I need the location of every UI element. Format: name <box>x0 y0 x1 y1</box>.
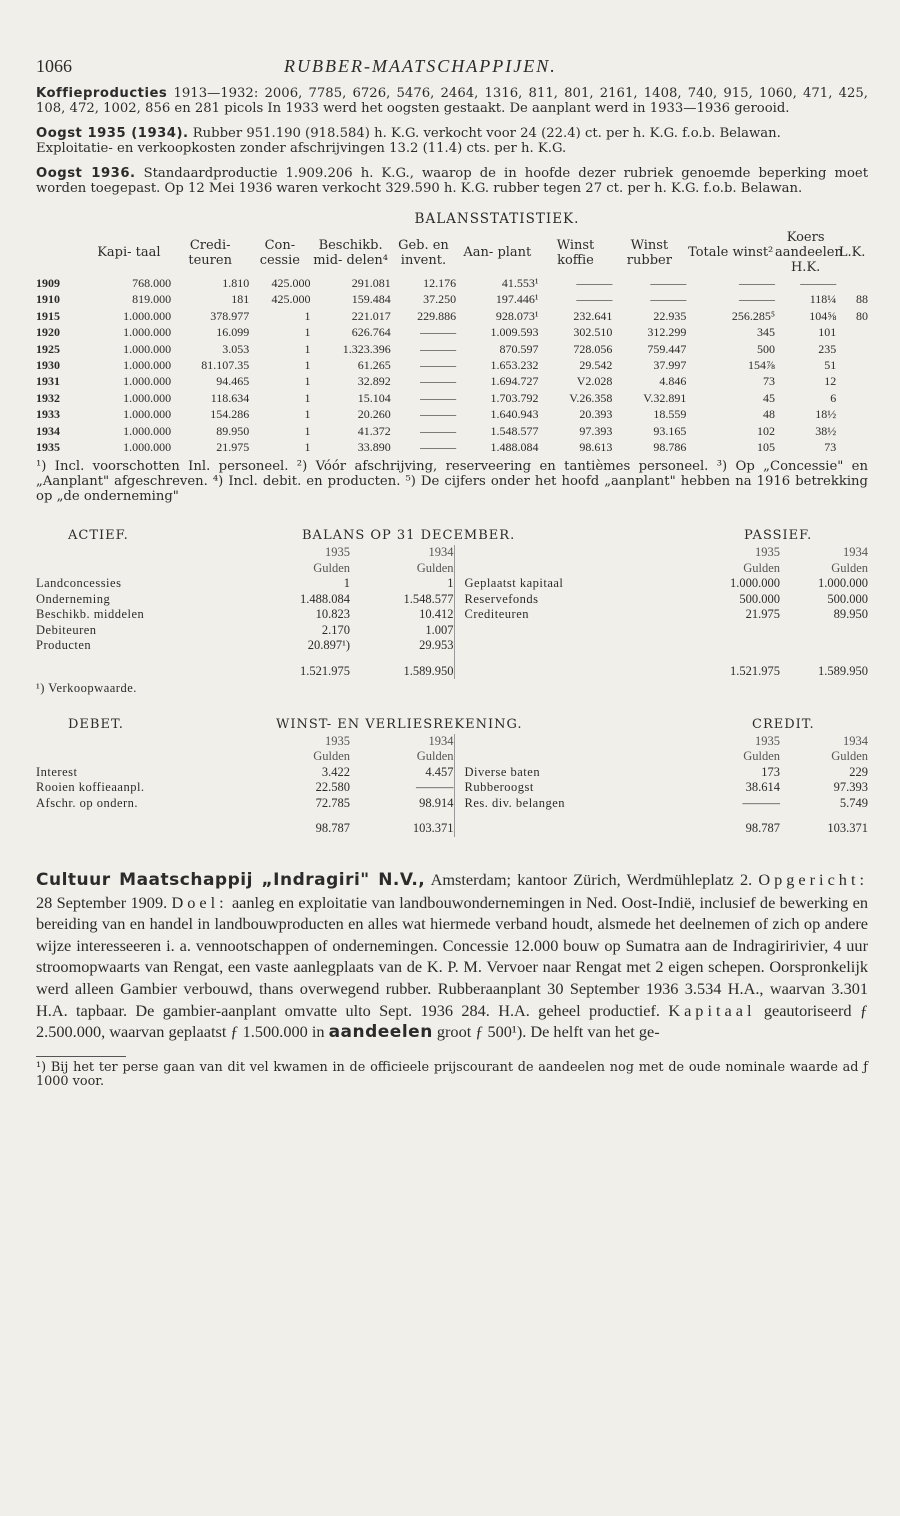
credit-value-a: 38.614 <box>745 780 780 795</box>
value-cell: 37.997 <box>653 358 687 373</box>
credit-value-b: 229 <box>849 764 868 779</box>
value-cell <box>836 423 868 439</box>
value-cell <box>836 406 868 422</box>
total-debet-a: 98.787 <box>315 821 350 836</box>
passief-year-b: 1934 <box>843 545 868 560</box>
footnote-divider <box>36 1056 126 1057</box>
value-cell: 870.597 <box>499 341 539 356</box>
harvest-1935-costs: Exploitatie- en verkoopkosten zonder afschrijvingen 13.2 (11.4) cts. per h. K.G. <box>36 141 567 156</box>
value-cell <box>836 390 868 406</box>
harvest-1935-text: Rubber 951.190 (918.584) h. K.G. verkocht voor 24 (22.4) ct. per h. K.G. f.o.b. Belawan. <box>188 126 781 141</box>
balance-footnote: ¹) Verkoopwaarde. <box>36 681 137 696</box>
value-cell: ——— <box>800 276 837 290</box>
actief-label: Onderneming <box>36 591 111 606</box>
value-cell: ——— <box>420 341 457 356</box>
page-header <box>36 56 868 86</box>
value-cell: 232.641 <box>573 308 613 323</box>
value-cell <box>836 341 868 357</box>
value-cell: 1.000.000 <box>123 374 172 389</box>
actief-label: Producten <box>36 638 92 653</box>
balance-statistics-notes: ¹) Incl. voorschotten Inl. personeel. ²) Vóór afschrijving, reserveering en tantièmes personeel. ³) Op „Concessie" en „Aanplant" afgeschreven. ⁴) Incl. debit. en producten. ⁵) De cijfers onder het hoofd „aanplant" hebben na 1916 betrekking op „de onderneming" <box>36 459 868 505</box>
balance-statistics-row <box>36 275 868 291</box>
year-cell: 1931 <box>36 374 60 389</box>
value-cell: 1.000.000 <box>123 407 172 422</box>
value-cell: 291.081 <box>351 276 391 290</box>
debet-value-b: 98.914 <box>419 795 454 810</box>
profit-loss-titles <box>36 717 868 734</box>
value-cell: 12.176 <box>423 276 457 290</box>
year-cell: 1933 <box>36 407 60 422</box>
value-cell: ——— <box>576 292 613 307</box>
balance-statistics-row <box>36 406 868 422</box>
credit-title: CREDIT. <box>752 716 815 732</box>
account-row <box>36 780 868 796</box>
debet-value-a: 22.580 <box>315 780 350 795</box>
credit-label: Res. div. belangen <box>454 796 690 812</box>
empty <box>454 638 690 654</box>
value-cell: 98.786 <box>653 440 687 455</box>
aandeelen-label: aandeelen <box>328 1022 433 1043</box>
coffee-production-text: 1913—1932: 2006, 7785, 6726, 5476, 2464, 1316, 811, 801, 2161, 1408, 740, 915, 1060, 471, 425, 108, 472, 1002, 856 en 281 picols In 1933 werd het oogsten gestaakt. De aanplant werd in 1933—1936 gerooid. <box>36 86 868 116</box>
value-cell: V.26.358 <box>569 390 613 405</box>
year-cell: 1909 <box>36 276 60 290</box>
coffee-production-heading: Koffieproducties <box>36 86 168 101</box>
value-cell: 1.703.792 <box>490 390 539 405</box>
value-cell: 302.510 <box>573 325 613 340</box>
value-cell: 88 <box>856 292 868 307</box>
value-cell: 312.299 <box>647 325 687 340</box>
value-cell: 81.107.35 <box>201 358 250 373</box>
harvest-1936-text: Standaardproductie 1.909.206 h. K.G., waarop de in hoofde dezer rubriek genoemde beperking moet worden toegepast. Op 12 Mei 1936 waren verkocht 329.590 h. K.G. rubber tegen 27 ct. per h. K.G. f.o.b. Belawan. <box>36 166 869 196</box>
balance-statistics-col-header: Winst rubber <box>626 237 672 268</box>
debet-value-b: 4.457 <box>425 764 454 779</box>
value-cell: 1.000.000 <box>123 440 172 455</box>
value-cell: 1 <box>304 423 311 438</box>
total-passief-a: 1.521.975 <box>730 663 780 678</box>
passief-label: Reservefonds <box>454 592 690 608</box>
year-cell: 1935 <box>36 440 60 455</box>
passief-value-b: 500.000 <box>827 591 868 606</box>
value-cell <box>836 275 868 291</box>
doel-label: Doel: <box>171 892 228 912</box>
value-cell: 18.559 <box>653 407 687 422</box>
credit-value-a: ——— <box>742 795 780 810</box>
page <box>36 56 868 1089</box>
value-cell: 1 <box>304 341 311 356</box>
balance-statistics-col-header: Beschikb. mid- delen⁴ <box>313 237 388 268</box>
passief-value-b: 1.000.000 <box>818 576 868 591</box>
credit-value-a: 173 <box>761 764 780 779</box>
empty <box>690 638 780 654</box>
profit-loss-title: WINST- EN VERLIESREKENING. <box>276 716 523 732</box>
value-cell: 425.000 <box>271 276 311 290</box>
balance-statistics-row <box>36 324 868 340</box>
value-cell: 1 <box>304 308 311 323</box>
actief-year-a: 1935 <box>325 545 350 560</box>
page-number: 1066 <box>36 56 72 76</box>
value-cell: 1 <box>304 390 311 405</box>
value-cell: 45 <box>763 390 776 405</box>
value-cell: ——— <box>420 440 457 455</box>
credit-label: Diverse baten <box>454 765 690 781</box>
debet-title: DEBET. <box>68 716 124 732</box>
debet-label: Rooien koffieaanpl. <box>36 780 145 795</box>
value-cell: 1.000.000 <box>123 308 172 323</box>
debet-year-b: 1934 <box>428 733 454 748</box>
debet-unit-b: Gulden <box>416 749 454 764</box>
company-text-5: groot ƒ 500¹). De helft van het ge- <box>432 1022 660 1042</box>
total-credit-a: 98.787 <box>745 821 780 836</box>
year-cell: 1920 <box>36 325 60 340</box>
value-cell: 768.000 <box>132 276 172 290</box>
year-cell: 1934 <box>36 423 60 438</box>
value-cell: 4.846 <box>659 374 687 389</box>
value-cell <box>836 324 868 340</box>
credit-unit-a: Gulden <box>743 749 780 764</box>
value-cell: 928.073¹ <box>495 308 539 323</box>
company-text-4: geautoriseerd ƒ 2.500.000, waarvan geplaatst ƒ 1.500.000 in <box>36 1000 868 1042</box>
debet-value-b: ——— <box>416 780 454 795</box>
value-cell: 1.000.000 <box>123 390 172 405</box>
actief-unit-a: Gulden <box>313 560 350 575</box>
debet-value-a: 3.422 <box>321 764 350 779</box>
value-cell: ——— <box>650 276 687 290</box>
value-cell: 221.017 <box>351 308 391 323</box>
harvest-1936-paragraph <box>36 166 868 196</box>
actief-value-b: 1.548.577 <box>403 591 454 606</box>
debet-unit-a: Gulden <box>313 749 350 764</box>
balance-statistics-row <box>36 341 868 357</box>
value-cell: 97.393 <box>579 423 613 438</box>
actief-unit-b: Gulden <box>416 560 454 575</box>
value-cell: ——— <box>420 390 457 405</box>
value-cell: 21.975 <box>216 440 250 455</box>
passief-unit-b: Gulden <box>831 560 868 575</box>
value-cell: 1.640.943 <box>490 407 539 422</box>
balance-statistics-title: BALANSSTATISTIEK. <box>414 211 580 227</box>
value-cell: 197.446¹ <box>495 292 539 307</box>
value-cell: 32.892 <box>357 374 391 389</box>
value-cell: 1.810 <box>222 276 250 290</box>
company-text-2: 28 September 1909. <box>36 892 172 912</box>
actief-value-a: 20.897¹) <box>307 638 350 653</box>
value-cell: ——— <box>420 374 457 389</box>
passief-label: Geplaatst kapitaal <box>454 576 690 592</box>
passief-title: PASSIEF. <box>744 528 813 544</box>
debet-label: Afschr. op ondern. <box>36 795 139 810</box>
page-footnote: ¹) Bij het ter perse gaan van dit vel kwamen in de officieele prijscourant de aandeelen nog met de oude nominale waarde ad ƒ 1000 voor. <box>36 1059 868 1089</box>
company-description <box>36 869 868 1044</box>
value-cell: 18½ <box>815 407 837 422</box>
account-row <box>36 592 868 608</box>
opgericht-label: Opgericht: <box>758 869 868 889</box>
value-cell: 159.484 <box>351 292 391 307</box>
year-cell: 1925 <box>36 341 60 356</box>
value-cell <box>836 357 868 373</box>
value-cell: 425.000 <box>271 292 311 307</box>
actief-label: Beschikb. middelen <box>36 607 145 622</box>
value-cell: 101 <box>818 325 837 340</box>
value-cell: 1 <box>304 440 311 455</box>
total-passief-b: 1.589.950 <box>818 663 868 678</box>
value-cell: ——— <box>420 407 457 422</box>
balance-statistics-col-header: Aan- plant <box>463 245 532 260</box>
value-cell: 1.000.000 <box>123 358 172 373</box>
company-text-3: aanleg en exploitatie van landbouwondernemingen in Ned. Oost-Indië, inclusief de bewerking en bereiding van en handel in landbouwproducten en alles wat hiermede verband houdt, alsmede het deelnemen of zich op andere wijze interesseeren i. a. vennootschappen of ondernemingen. Concessie 12.000 bouw op Sumatra aan de Indragiririvier, 4 uur stroomopwaarts van Rengat, een vaste aanlegplaats van de K. P. M. Vervoer naar Rengat met 2 eigen schepen. Oorspronkelijk werd alleen Gambier verbouwd, thans overwegend rubber. Rubberaanplant 30 September 1936 3.534 H.A., waarvan 3.301 H.A. tapbaar. De gambier-aanplant omvatte ulto Sept. 1936 284. H.A. geheel productief. <box>36 892 868 1020</box>
credit-unit-b: Gulden <box>831 749 868 764</box>
passief-value-a: 1.000.000 <box>730 576 780 591</box>
value-cell: 1 <box>304 358 311 373</box>
balance-statistics-col-header: Kapi- taal <box>97 245 161 260</box>
balance-statistics-row <box>36 357 868 373</box>
value-cell: 181 <box>231 292 250 307</box>
value-cell: 154⅞ <box>748 358 776 373</box>
debet-label: Interest <box>36 764 78 779</box>
value-cell: 118¼ <box>809 292 837 307</box>
year-cell: 1915 <box>36 308 60 323</box>
value-cell: 20.393 <box>579 407 613 422</box>
value-cell: 1 <box>304 407 311 422</box>
value-cell: 37.250 <box>423 292 457 307</box>
value-cell: 51 <box>824 358 837 373</box>
balance-statistics-col-header <box>36 230 87 275</box>
value-cell: 41.372 <box>357 423 391 438</box>
account-row <box>36 623 868 639</box>
year-cell: 1930 <box>36 358 60 373</box>
value-cell: 98.613 <box>579 440 613 455</box>
value-cell: 80 <box>856 308 868 323</box>
value-cell: 12 <box>824 374 837 389</box>
actief-label: Debiteuren <box>36 622 97 637</box>
running-title: RUBBER-MAATSCHAPPIJEN. <box>284 56 557 76</box>
value-cell: 1.548.577 <box>490 423 539 438</box>
account-row <box>36 638 868 654</box>
total-debet-b: 103.371 <box>412 821 454 836</box>
value-cell: 256.285⁵ <box>731 308 776 323</box>
value-cell: 1.009.593 <box>490 325 539 340</box>
value-cell: 29.542 <box>579 358 613 373</box>
balance-statistics-col-header: Koers aandeelen H.K. <box>775 230 843 275</box>
empty <box>690 623 780 639</box>
actief-value-b: 29.953 <box>419 638 454 653</box>
actief-title: ACTIEF. <box>68 528 129 544</box>
value-cell: 500 <box>757 341 776 356</box>
balance-sheet <box>36 528 868 697</box>
value-cell: 1.000.000 <box>123 325 172 340</box>
total-credit-b: 103.371 <box>827 821 868 836</box>
value-cell: 93.165 <box>653 423 687 438</box>
balance-statistics-row <box>36 373 868 389</box>
value-cell <box>836 373 868 389</box>
value-cell: 104⅝ <box>809 308 837 323</box>
balance-statistics-col-header: L.K. <box>838 245 866 260</box>
profit-loss-rows <box>36 765 868 812</box>
value-cell: V2.028 <box>576 374 613 389</box>
balance-statistics-col-header: Totale winst² <box>688 245 774 260</box>
actief-value-a: 10.823 <box>315 607 350 622</box>
balance-statistics-row <box>36 308 868 324</box>
value-cell: ——— <box>650 292 687 307</box>
account-row <box>36 607 868 623</box>
credit-year-b: 1934 <box>843 733 868 748</box>
balance-statistics-col-header: Geb. en invent. <box>398 237 449 268</box>
account-row <box>36 796 868 812</box>
value-cell: 41.553¹ <box>501 276 539 290</box>
value-cell: 229.886 <box>417 308 457 323</box>
value-cell: 94.465 <box>216 374 250 389</box>
value-cell: 61.265 <box>357 358 391 373</box>
account-row <box>36 765 868 781</box>
value-cell: 626.764 <box>351 325 391 340</box>
value-cell: V.32.891 <box>643 390 687 405</box>
value-cell: 22.935 <box>653 308 687 323</box>
value-cell: 89.950 <box>216 423 250 438</box>
actief-value-b: 1 <box>447 576 454 591</box>
balance-statistics-row <box>36 439 868 455</box>
balance-sheet-rows <box>36 576 868 654</box>
balance-statistics-row <box>36 291 868 307</box>
value-cell: 235 <box>818 341 837 356</box>
value-cell: 118.634 <box>210 390 250 405</box>
balance-sheet-title: BALANS OP 31 DECEMBER. <box>302 528 516 544</box>
value-cell: 3.053 <box>222 341 250 356</box>
passief-label: Crediteuren <box>454 607 690 623</box>
harvest-1935-heading: Oogst 1935 (1934). <box>36 126 189 141</box>
value-cell: ——— <box>420 423 457 438</box>
actief-value-a: 1.488.084 <box>300 591 350 606</box>
value-cell: 1 <box>304 374 311 389</box>
actief-value-a: 2.170 <box>321 622 350 637</box>
passief-value-a: 21.975 <box>745 607 780 622</box>
value-cell: 73 <box>824 440 837 455</box>
harvest-1936-heading: Oogst 1936. <box>36 166 136 181</box>
value-cell: 819.000 <box>132 292 172 307</box>
value-cell: 1.488.084 <box>490 440 539 455</box>
profit-loss-table <box>36 734 868 837</box>
value-cell: 1.000.000 <box>123 341 172 356</box>
value-cell: 1.694.727 <box>490 374 539 389</box>
balance-statistics-table <box>36 230 868 455</box>
value-cell: 1 <box>304 325 311 340</box>
value-cell: 154.286 <box>210 407 250 422</box>
value-cell: 345 <box>757 325 776 340</box>
value-cell: ——— <box>420 358 457 373</box>
credit-label: Rubberoogst <box>454 780 690 796</box>
passief-value-a: 500.000 <box>739 591 780 606</box>
kapitaal-label: Kapitaal <box>668 1000 756 1020</box>
actief-value-b: 10.412 <box>419 607 454 622</box>
value-cell <box>836 439 868 455</box>
empty <box>780 638 868 654</box>
value-cell: 73 <box>763 374 776 389</box>
balance-statistics-col-header: Credi- teuren <box>188 237 232 268</box>
coffee-production-paragraph <box>36 86 868 116</box>
passief-unit-a: Gulden <box>743 560 780 575</box>
actief-year-b: 1934 <box>428 545 454 560</box>
actief-value-a: 1 <box>343 576 350 591</box>
profit-loss-account <box>36 717 868 837</box>
account-row <box>36 576 868 592</box>
value-cell: 38½ <box>815 423 837 438</box>
value-cell: 1.323.396 <box>342 341 391 356</box>
year-cell: 1910 <box>36 292 60 307</box>
balance-statistics-col-header: Con- cessie <box>259 237 300 268</box>
profit-loss-totals <box>36 811 868 837</box>
value-cell: 105 <box>757 440 776 455</box>
value-cell: 6 <box>830 390 837 405</box>
total-actief-b: 1.589.950 <box>403 663 454 678</box>
value-cell: 33.890 <box>357 440 391 455</box>
balance-statistics-row <box>36 423 868 439</box>
credit-year-a: 1935 <box>755 733 780 748</box>
balance-sheet-table <box>36 545 868 697</box>
harvest-1935-paragraph <box>36 126 868 156</box>
total-actief-a: 1.521.975 <box>300 663 350 678</box>
balance-statistics-col-header: Winst koffie <box>556 237 595 268</box>
value-cell: 15.104 <box>357 390 391 405</box>
credit-value-b: 97.393 <box>833 780 868 795</box>
value-cell: 1.000.000 <box>123 423 172 438</box>
actief-label: Landconcessies <box>36 576 122 591</box>
company-name: Cultuur Maatschappij „Indragiri" N.V., <box>36 869 426 890</box>
value-cell: 1.653.232 <box>490 358 539 373</box>
value-cell: 20.260 <box>357 407 391 422</box>
value-cell: ——— <box>576 276 613 290</box>
empty <box>780 623 868 639</box>
company-text-1: Amsterdam; kantoor Zürich, Werdmühleplatz 2. <box>425 869 759 889</box>
balance-sheet-titles <box>36 528 868 545</box>
value-cell: 16.099 <box>216 325 250 340</box>
debet-year-a: 1935 <box>325 733 350 748</box>
value-cell: 102 <box>757 423 776 438</box>
value-cell: ——— <box>739 276 776 290</box>
value-cell: ——— <box>739 292 776 307</box>
balance-sheet-totals <box>36 654 868 680</box>
value-cell: 759.447 <box>647 341 687 356</box>
debet-value-a: 72.785 <box>315 795 350 810</box>
value-cell: 378.977 <box>210 308 250 323</box>
passief-value-b: 89.950 <box>833 607 868 622</box>
value-cell: ——— <box>420 325 457 340</box>
year-cell: 1932 <box>36 390 60 405</box>
balance-statistics-body <box>36 275 868 455</box>
balance-statistics-header-row <box>36 230 868 275</box>
actief-value-b: 1.007 <box>425 622 454 637</box>
credit-value-b: 5.749 <box>839 795 868 810</box>
value-cell: 728.056 <box>573 341 613 356</box>
empty <box>454 623 690 639</box>
passief-year-a: 1935 <box>755 545 780 560</box>
value-cell: 48 <box>763 407 776 422</box>
balance-statistics-row <box>36 390 868 406</box>
